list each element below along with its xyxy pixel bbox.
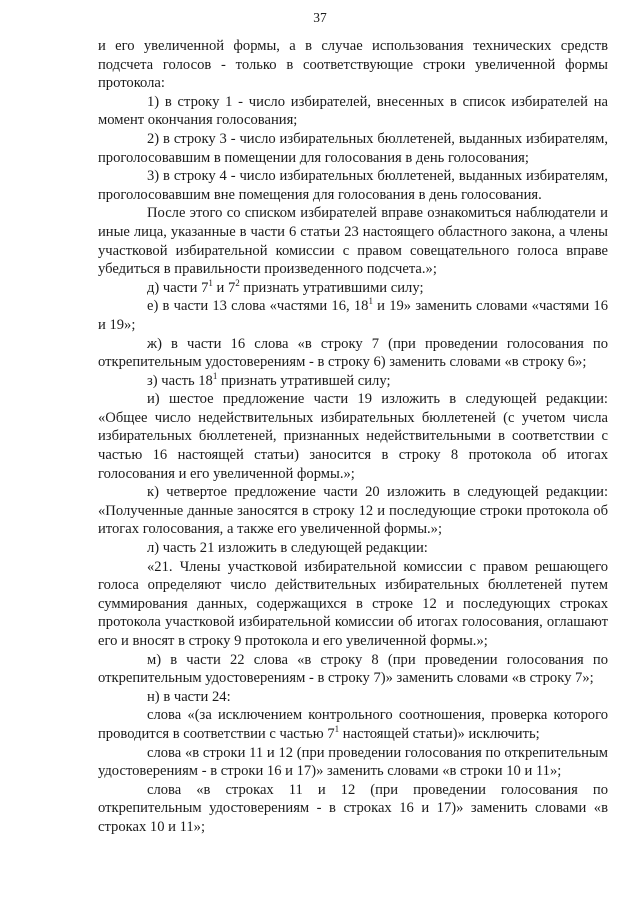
paragraph-1: и его увеличенной формы, а в случае использования технических средств подсчета голосов - только в соответствующие строки увеличенной формы протокола:: [98, 38, 608, 92]
paragraph-8: ж) в части 16 слова «в строку 7 (при проведении голосования по открепительным удостоверениям - в строку 6) заменить словами «в строку 6»;: [98, 335, 608, 371]
paragraph-16: слова «(за исключением контрольного соотношения, проверка которого проводится в соответствии с частью $7^1$ настоящей статьи)» исключить;: [98, 707, 608, 742]
paragraph-6: д) части $7^1$ и $7^2$ признать утратившими силу;: [147, 277, 424, 296]
paragraph-13: «21. Члены участковой избирательной комиссии с правом решающего голоса определяют число действительных избирательных бюллетеней путем суммирования данных, содержащихся в строке 12 и последующих строках протокола участковой избирательной комиссии об итогах голосования, оглашают его и вносят в строку 9 протокола и его увеличенной формы.»;: [98, 558, 608, 649]
paragraph-18: слова «в строках 11 и 12 (при проведении голосования по открепительным удостоверениям - в строках 16 и 17)» заменить словами «в строках 10 и 11»;: [98, 781, 608, 835]
paragraph-9: з) часть $18^1$ признать утратившей силу;: [147, 370, 391, 389]
paragraph-14: м) в части 22 слова «в строку 8 (при проведении голосования по открепительным удостоверениям - в строку 7)» заменить словами «в строку 7»;: [98, 651, 608, 687]
paragraph-7: е) в части 13 слова «частями 16, $18^1$ и 19» заменить словами «частями 16 и 19»;: [98, 296, 608, 333]
page-number: 37: [313, 10, 327, 25]
paragraph-5: После этого со списком избирателей вправе ознакомиться наблюдатели и иные лица, указанные в части 6 статьи 23 настоящего областного закона, а члены участковой избирательной комиссии с правом совещательного голоса вправе убедиться в правильности произведенного подсчета.»;: [98, 205, 608, 278]
document-body: [98, 37, 608, 837]
paragraph-11: к) четвертое предложение части 20 изложить в следующей редакции: «Полученные данные заносятся в строку 12 и последующие строки протокола об итогах голосования, а также его увеличенной формы.»;: [98, 484, 608, 538]
paragraph-4: 3) в строку 4 - число избирательных бюллетеней, выданных избирателям, проголосовавшим вне помещения для голосования в день голосования.: [98, 168, 608, 203]
paragraph-17: слова «в строки 11 и 12 (при проведении голосования по открепительным удостоверениям - в строки 16 и 17)» заменить словами «в строки 10 и 11»;: [98, 744, 608, 780]
paragraph-12: л) часть 21 изложить в следующей редакции:: [147, 540, 428, 557]
paragraph-15: н) в части 24:: [147, 688, 231, 705]
paragraph-3: 2) в строку 3 - число избирательных бюллетеней, выданных избирателям, проголосовавшим в помещении для голосования в день голосования;: [98, 130, 608, 166]
paragraph-10: и) шестое предложение части 19 изложить в следующей редакции: «Общее число недействительных избирательных бюллетеней (с учетом числа избирательных бюллетеней, признанных недействительными в соответствии с частью 16 настоящей статьи) заносится в строку 8 протокола об итогах голосования и его увеличенной формы.»;: [98, 391, 608, 482]
paragraph-2: 1) в строку 1 - число избирателей, внесенных в список избирателей на момент окончания голосования;: [98, 93, 608, 129]
